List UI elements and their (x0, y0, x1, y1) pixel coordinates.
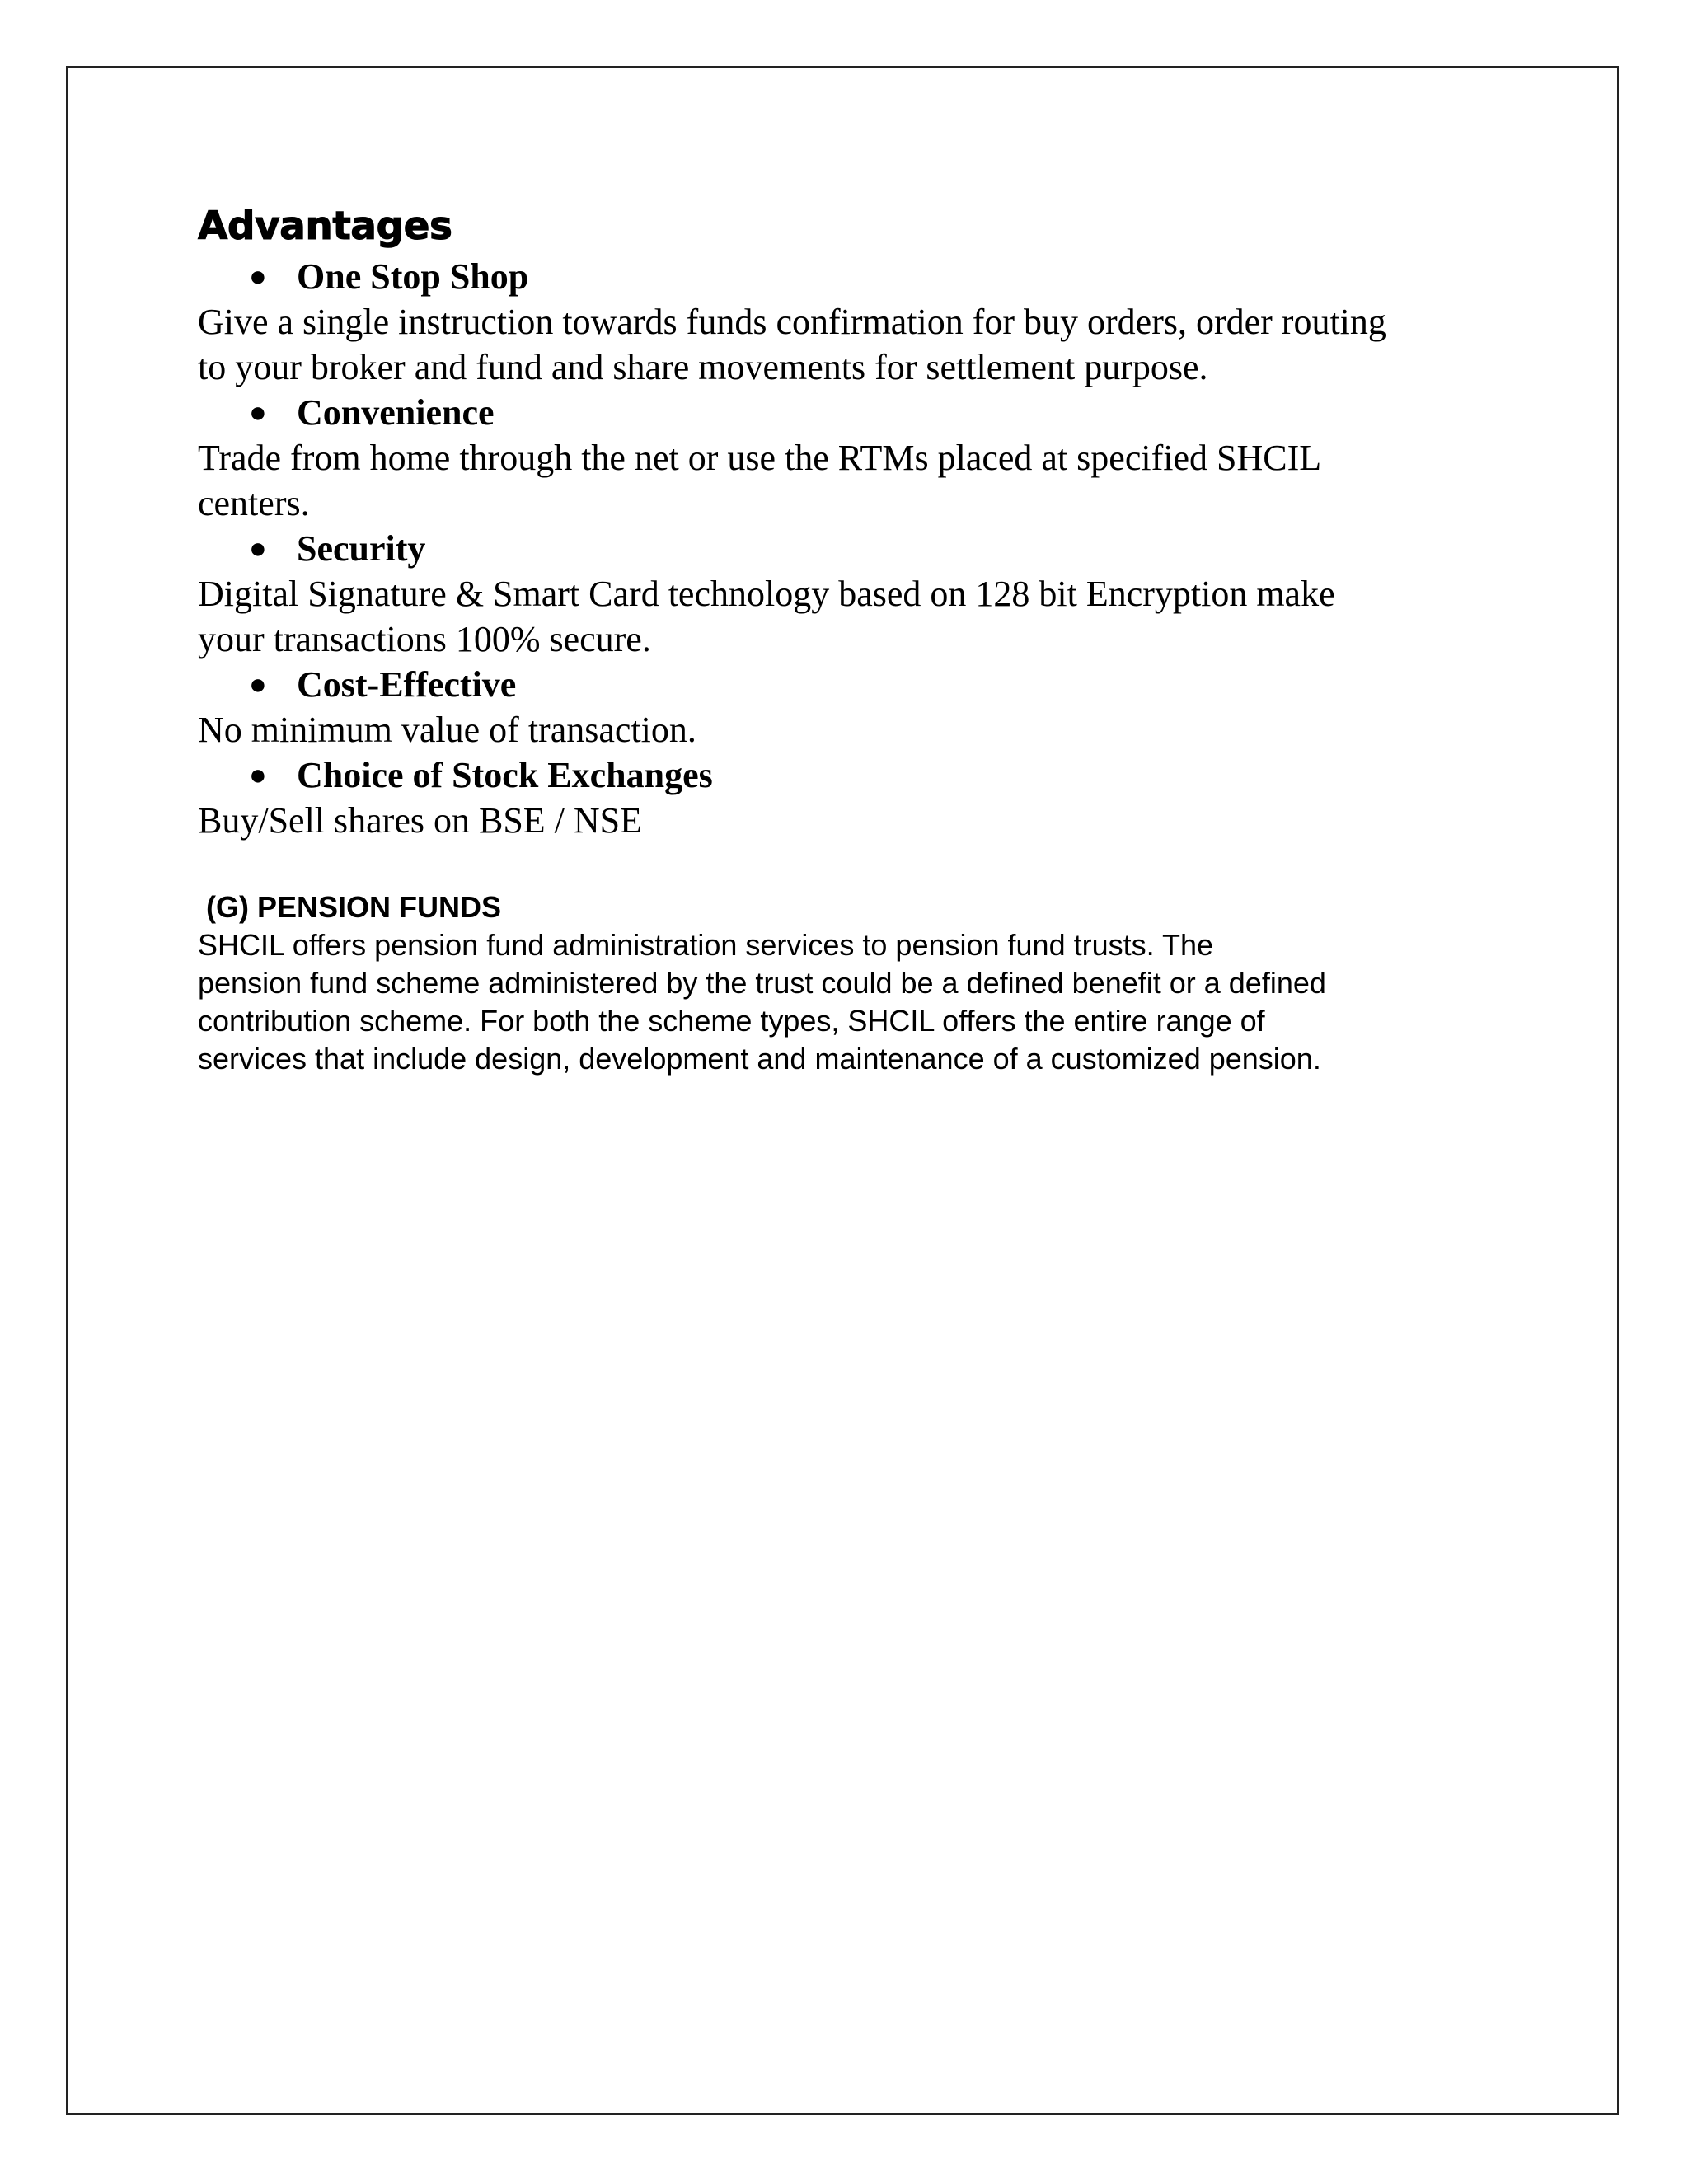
advantage-title-text: Cost-Effective (297, 664, 517, 705)
document-content (198, 201, 1484, 1078)
advantage-item-convenience (198, 390, 1484, 526)
advantage-item-choice-of-stock-exchanges (198, 752, 1484, 843)
advantage-item-title (198, 390, 1484, 435)
bullet-icon: ● (249, 396, 267, 429)
description-line: Digital Signature & Smart Card technology based on 128 bit Encryption make (198, 574, 1335, 614)
pension-funds-title: (G) PENSION FUNDS (206, 890, 502, 924)
advantage-item-security (198, 526, 1484, 662)
advantage-item-one-stop-shop (198, 254, 1484, 390)
advantages-heading: Advantages (198, 204, 452, 249)
advantage-item-title (198, 662, 1484, 707)
pension-funds-body (198, 926, 1484, 1078)
description-line: to your broker and fund and share movements for settlement purpose. (198, 347, 1208, 387)
body-line: services that include design, development and maintenance of a customized pension. (198, 1042, 1321, 1076)
description-line: centers. (198, 483, 310, 523)
bullet-icon: ● (249, 532, 267, 565)
description-line: No minimum value of transaction. (198, 710, 696, 750)
body-line: contribution scheme. For both the scheme types, SHCIL offers the entire range of (198, 1004, 1265, 1038)
advantage-title-text: One Stop Shop (297, 256, 529, 297)
description-line: your transactions 100% secure. (198, 619, 651, 659)
body-line: SHCIL offers pension fund administration services to pension fund trusts. The (198, 928, 1213, 962)
advantage-item-cost-effective (198, 662, 1484, 752)
bullet-icon: ● (249, 668, 267, 701)
advantage-item-title (198, 526, 1484, 571)
bullet-icon: ● (249, 260, 267, 293)
body-line: pension fund scheme administered by the trust could be a defined benefit or a defined (198, 966, 1326, 1000)
advantage-item-title (198, 752, 1484, 798)
advantage-description (198, 299, 1484, 390)
advantage-description (198, 707, 1484, 752)
advantage-title-text: Choice of Stock Exchanges (297, 755, 713, 795)
advantage-title-text: Convenience (297, 392, 495, 433)
description-line: Buy/Sell shares on BSE / NSE (198, 800, 643, 841)
bullet-icon: ● (249, 758, 267, 791)
advantage-description (198, 571, 1484, 662)
description-line: Give a single instruction towards funds confirmation for buy orders, order routing (198, 302, 1386, 342)
advantage-description (198, 435, 1484, 526)
advantage-item-title (198, 254, 1484, 299)
advantage-title-text: Security (297, 528, 426, 569)
description-line: Trade from home through the net or use the RTMs placed at specified SHCIL (198, 438, 1322, 478)
advantage-description (198, 798, 1484, 843)
